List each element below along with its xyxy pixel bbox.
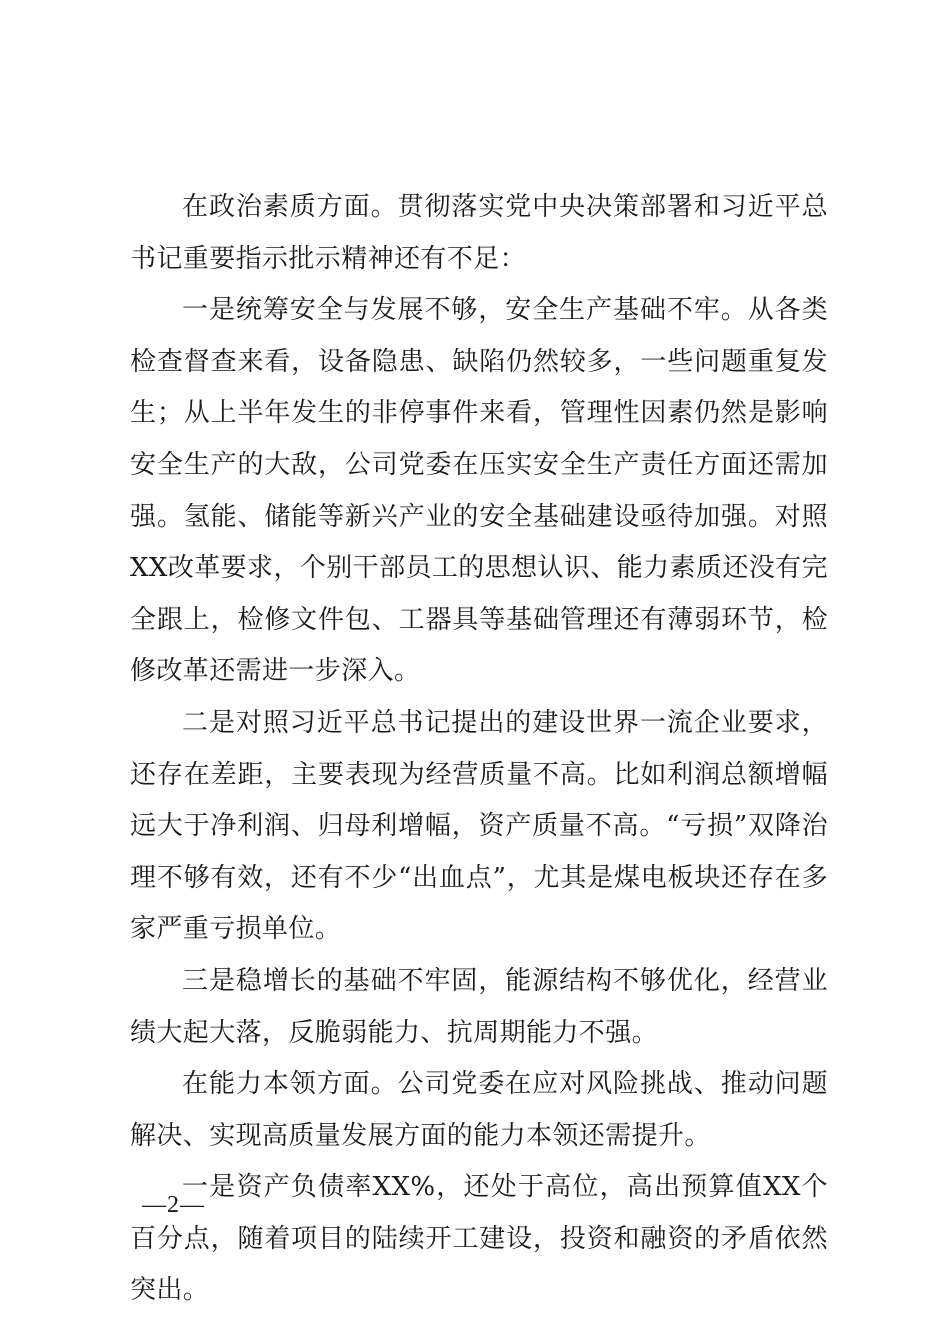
paragraph-capability: 在能力本领方面。公司党委在应对风险挑战、推动问题解决、实现高质量发展方面的能力本领还需提升。 xyxy=(130,1069,828,1151)
paragraph-political-quality: 在政治素质方面。贯彻落实党中央决策部署和习近平总书记重要指示批示精神还有不足： xyxy=(130,192,828,274)
paragraph-safety-development: 一是统筹安全与发展不够，安全生产基础不牢。从各类检查督查来看，设备隐患、缺陷仍然较多，一些问题重复发生；从上半年发生的非停事件来看，管理性因素仍然是影响安全生产的大敌，公司党委在压实安全生产责任方面还需加强。氢能、储能等新兴产业的安全基础建设亟待加强。对照XX改革要求，个别干部员工的思想认识、能力素质还没有完全跟上，检修文件包、工器具等基础管理还有薄弱环节，检修改革还需进一步深入。 xyxy=(130,295,828,687)
paragraph-debt-ratio: 一是资产负债率XX%，还处于高位，高出预算值XX个百分点，随着项目的陆续开工建设，投资和融资的矛盾依然突出。 xyxy=(130,1172,828,1306)
document-body xyxy=(130,182,828,1317)
page-number: —2— xyxy=(142,1192,205,1218)
paragraph-stable-growth: 三是稳增长的基础不牢固，能源结构不够优化，经营业绩大起大落，反脆弱能力、抗周期能力不强。 xyxy=(130,965,828,1048)
paragraph-world-class-gap: 二是对照习近平总书记提出的建设世界一流企业要求，还存在差距，主要表现为经营质量不高。比如利润总额增幅远大于净利润、归母利增幅，资产质量不高。“亏损”双降治理不够有效，还有不少“出血点”，尤其是煤电板块还存在多家严重亏损单位。 xyxy=(130,707,828,945)
